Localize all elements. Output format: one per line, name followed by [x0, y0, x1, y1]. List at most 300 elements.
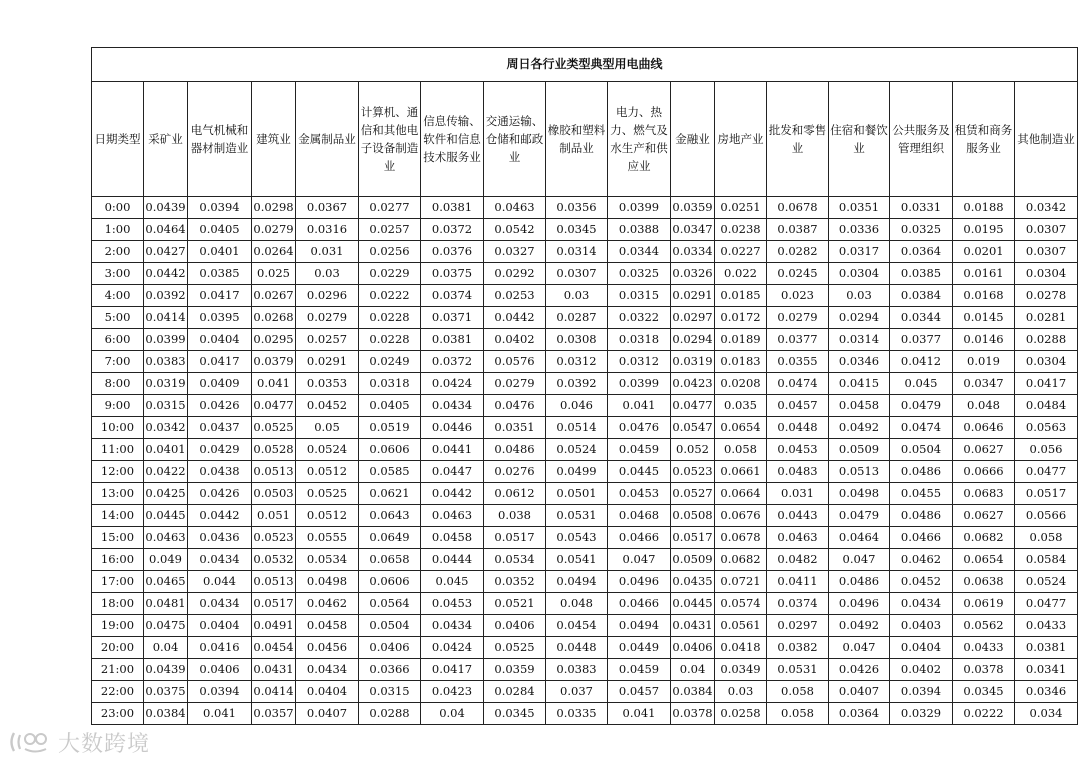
value-cell: 0.0404: [296, 681, 359, 703]
value-cell: 0.0434: [421, 395, 484, 417]
column-header: 房地产业: [715, 82, 767, 197]
value-cell: 0.0341: [1015, 659, 1078, 681]
value-cell: 0.0555: [296, 527, 359, 549]
value-cell: 0.0475: [144, 615, 188, 637]
value-cell: 0.0378: [953, 659, 1015, 681]
value-cell: 0.0531: [767, 659, 829, 681]
value-cell: 0.0346: [829, 351, 890, 373]
time-cell: 2:00: [92, 241, 144, 263]
watermark: [8, 727, 150, 757]
value-cell: 0.0394: [188, 197, 252, 219]
table-row: [92, 461, 1078, 483]
table-row: [92, 285, 1078, 307]
value-cell: 0.0282: [767, 241, 829, 263]
value-cell: 0.0517: [671, 527, 715, 549]
value-cell: 0.0367: [296, 197, 359, 219]
value-cell: 0.0405: [188, 219, 252, 241]
value-cell: 0.0277: [359, 197, 421, 219]
value-cell: 0.0378: [671, 703, 715, 725]
value-cell: 0.0443: [767, 505, 829, 527]
time-cell: 22:00: [92, 681, 144, 703]
column-header: 金融业: [671, 82, 715, 197]
value-cell: 0.0276: [484, 461, 546, 483]
time-cell: 19:00: [92, 615, 144, 637]
value-cell: 0.0195: [953, 219, 1015, 241]
value-cell: 0.0359: [671, 197, 715, 219]
time-cell: 9:00: [92, 395, 144, 417]
value-cell: 0.038: [484, 505, 546, 527]
value-cell: 0.0292: [484, 263, 546, 285]
value-cell: 0.0445: [671, 593, 715, 615]
column-header: 交通运输、仓储和邮政业: [484, 82, 546, 197]
value-cell: 0.0481: [144, 593, 188, 615]
value-cell: 0.0534: [296, 549, 359, 571]
value-cell: 0.0627: [953, 439, 1015, 461]
value-cell: 0.0462: [296, 593, 359, 615]
value-cell: 0.0442: [144, 263, 188, 285]
value-cell: 0.0222: [953, 703, 1015, 725]
value-cell: 0.0517: [252, 593, 296, 615]
table-row: [92, 373, 1078, 395]
value-cell: 0.0318: [608, 329, 671, 351]
column-header: 日期类型: [92, 82, 144, 197]
value-cell: 0.0312: [546, 351, 608, 373]
value-cell: 0.0427: [144, 241, 188, 263]
value-cell: 0.0448: [767, 417, 829, 439]
value-cell: 0.052: [671, 439, 715, 461]
value-cell: 0.0377: [767, 329, 829, 351]
column-header: 建筑业: [252, 82, 296, 197]
value-cell: 0.0574: [715, 593, 767, 615]
value-cell: 0.0501: [546, 483, 608, 505]
value-cell: 0.025: [252, 263, 296, 285]
value-cell: 0.0585: [359, 461, 421, 483]
value-cell: 0.0401: [188, 241, 252, 263]
value-cell: 0.0496: [829, 593, 890, 615]
value-cell: 0.0436: [188, 527, 252, 549]
value-cell: 0.041: [252, 373, 296, 395]
value-cell: 0.0327: [484, 241, 546, 263]
value-cell: 0.0434: [296, 659, 359, 681]
value-cell: 0.0351: [484, 417, 546, 439]
value-cell: 0.0429: [188, 439, 252, 461]
value-cell: 0.0318: [359, 373, 421, 395]
value-cell: 0.0453: [421, 593, 484, 615]
value-cell: 0.0464: [829, 527, 890, 549]
value-cell: 0.0477: [671, 395, 715, 417]
column-header: 橡胶和塑料制品业: [546, 82, 608, 197]
value-cell: 0.0465: [144, 571, 188, 593]
value-cell: 0.0661: [715, 461, 767, 483]
value-cell: 0.0513: [829, 461, 890, 483]
value-cell: 0.0168: [953, 285, 1015, 307]
column-header: 电力、热力、燃气及水生产和供应业: [608, 82, 671, 197]
value-cell: 0.0287: [546, 307, 608, 329]
value-cell: 0.0468: [608, 505, 671, 527]
column-header: 电气机械和器材制造业: [188, 82, 252, 197]
value-cell: 0.0295: [252, 329, 296, 351]
value-cell: 0.0479: [829, 505, 890, 527]
value-cell: 0.0406: [188, 659, 252, 681]
value-cell: 0.0208: [715, 373, 767, 395]
value-cell: 0.0445: [144, 505, 188, 527]
value-cell: 0.0678: [715, 527, 767, 549]
value-cell: 0.0512: [296, 505, 359, 527]
value-cell: 0.058: [715, 439, 767, 461]
table-row: [92, 417, 1078, 439]
value-cell: 0.0417: [188, 351, 252, 373]
value-cell: 0.0319: [671, 351, 715, 373]
value-cell: 0.047: [608, 549, 671, 571]
value-cell: 0.0434: [188, 549, 252, 571]
value-cell: 0.0335: [546, 703, 608, 725]
table-row: [92, 681, 1078, 703]
value-cell: 0.0364: [829, 703, 890, 725]
value-cell: 0.0381: [421, 197, 484, 219]
value-cell: 0.0561: [715, 615, 767, 637]
value-cell: 0.0267: [252, 285, 296, 307]
load-curve-table: [91, 47, 1078, 725]
value-cell: 0.0682: [953, 527, 1015, 549]
value-cell: 0.0423: [421, 681, 484, 703]
value-cell: 0.0387: [767, 219, 829, 241]
value-cell: 0.0474: [890, 417, 953, 439]
value-cell: 0.0524: [1015, 571, 1078, 593]
value-cell: 0.047: [829, 637, 890, 659]
value-cell: 0.0399: [608, 373, 671, 395]
time-cell: 6:00: [92, 329, 144, 351]
brand-logo-icon: [8, 729, 54, 755]
value-cell: 0.0484: [1015, 395, 1078, 417]
table-row: [92, 263, 1078, 285]
value-cell: 0.0404: [188, 615, 252, 637]
value-cell: 0.041: [188, 703, 252, 725]
value-cell: 0.0407: [296, 703, 359, 725]
value-cell: 0.03: [546, 285, 608, 307]
value-cell: 0.0414: [144, 307, 188, 329]
value-cell: 0.0331: [890, 197, 953, 219]
value-cell: 0.0464: [144, 219, 188, 241]
value-cell: 0.0666: [953, 461, 1015, 483]
value-cell: 0.0452: [890, 571, 953, 593]
value-cell: 0.0183: [715, 351, 767, 373]
value-cell: 0.0643: [359, 505, 421, 527]
value-cell: 0.0528: [252, 439, 296, 461]
table-row: [92, 615, 1078, 637]
value-cell: 0.0229: [359, 263, 421, 285]
value-cell: 0.0374: [421, 285, 484, 307]
value-cell: 0.0531: [546, 505, 608, 527]
value-cell: 0.0527: [671, 483, 715, 505]
value-cell: 0.0435: [671, 571, 715, 593]
value-cell: 0.0503: [252, 483, 296, 505]
value-cell: 0.035: [715, 395, 767, 417]
value-cell: 0.0399: [608, 197, 671, 219]
value-cell: 0.0447: [421, 461, 484, 483]
value-cell: 0.0294: [671, 329, 715, 351]
value-cell: 0.0353: [296, 373, 359, 395]
value-cell: 0.0345: [484, 703, 546, 725]
value-cell: 0.0424: [421, 637, 484, 659]
value-cell: 0.0404: [188, 329, 252, 351]
value-cell: 0.0562: [953, 615, 1015, 637]
value-cell: 0.0654: [715, 417, 767, 439]
table-row: [92, 395, 1078, 417]
value-cell: 0.0482: [767, 549, 829, 571]
value-cell: 0.0395: [188, 307, 252, 329]
value-cell: 0.0228: [359, 307, 421, 329]
value-cell: 0.0345: [546, 219, 608, 241]
value-cell: 0.0325: [890, 219, 953, 241]
value-cell: 0.022: [715, 263, 767, 285]
value-cell: 0.041: [608, 703, 671, 725]
table-row: [92, 637, 1078, 659]
value-cell: 0.0314: [546, 241, 608, 263]
value-cell: 0.0329: [890, 703, 953, 725]
value-cell: 0.0523: [252, 527, 296, 549]
value-cell: 0.0721: [715, 571, 767, 593]
value-cell: 0.0385: [188, 263, 252, 285]
value-cell: 0.023: [767, 285, 829, 307]
value-cell: 0.0355: [767, 351, 829, 373]
value-cell: 0.0349: [715, 659, 767, 681]
value-cell: 0.0405: [359, 395, 421, 417]
value-cell: 0.0257: [296, 329, 359, 351]
column-header: 信息传输、软件和信息技术服务业: [421, 82, 484, 197]
value-cell: 0.0279: [296, 307, 359, 329]
value-cell: 0.0379: [252, 351, 296, 373]
value-cell: 0.0257: [359, 219, 421, 241]
value-cell: 0.0312: [608, 351, 671, 373]
value-cell: 0.03: [296, 263, 359, 285]
value-cell: 0.044: [188, 571, 252, 593]
value-cell: 0.03: [829, 285, 890, 307]
time-cell: 4:00: [92, 285, 144, 307]
value-cell: 0.0222: [359, 285, 421, 307]
value-cell: 0.0304: [1015, 351, 1078, 373]
value-cell: 0.0315: [359, 681, 421, 703]
value-cell: 0.03: [715, 681, 767, 703]
value-cell: 0.0678: [767, 197, 829, 219]
value-cell: 0.0517: [1015, 483, 1078, 505]
value-cell: 0.0463: [484, 197, 546, 219]
time-cell: 5:00: [92, 307, 144, 329]
value-cell: 0.0491: [252, 615, 296, 637]
value-cell: 0.0352: [484, 571, 546, 593]
value-cell: 0.0406: [671, 637, 715, 659]
value-cell: 0.047: [829, 549, 890, 571]
data-table-container: [91, 47, 1077, 725]
value-cell: 0.0463: [421, 505, 484, 527]
value-cell: 0.0319: [144, 373, 188, 395]
value-cell: 0.0649: [359, 527, 421, 549]
value-cell: 0.04: [421, 703, 484, 725]
value-cell: 0.0291: [671, 285, 715, 307]
time-cell: 21:00: [92, 659, 144, 681]
value-cell: 0.0453: [767, 439, 829, 461]
value-cell: 0.0417: [1015, 373, 1078, 395]
column-header: 公共服务及管理组织: [890, 82, 953, 197]
value-cell: 0.0146: [953, 329, 1015, 351]
table-row: [92, 527, 1078, 549]
value-cell: 0.0466: [608, 527, 671, 549]
value-cell: 0.0297: [671, 307, 715, 329]
value-cell: 0.0401: [144, 439, 188, 461]
table-row: [92, 241, 1078, 263]
value-cell: 0.0524: [296, 439, 359, 461]
table-row: [92, 703, 1078, 725]
value-cell: 0.034: [1015, 703, 1078, 725]
value-cell: 0.0434: [188, 593, 252, 615]
value-cell: 0.05: [296, 417, 359, 439]
value-cell: 0.0442: [421, 483, 484, 505]
value-cell: 0.0517: [484, 527, 546, 549]
time-cell: 3:00: [92, 263, 144, 285]
column-header: 采矿业: [144, 82, 188, 197]
value-cell: 0.0492: [829, 615, 890, 637]
value-cell: 0.046: [546, 395, 608, 417]
value-cell: 0.0547: [671, 417, 715, 439]
value-cell: 0.0392: [546, 373, 608, 395]
value-cell: 0.0344: [890, 307, 953, 329]
column-header: 租赁和商务服务业: [953, 82, 1015, 197]
value-cell: 0.0448: [546, 637, 608, 659]
value-cell: 0.0258: [715, 703, 767, 725]
value-cell: 0.0454: [546, 615, 608, 637]
value-cell: 0.0431: [671, 615, 715, 637]
value-cell: 0.0612: [484, 483, 546, 505]
value-cell: 0.0425: [144, 483, 188, 505]
value-cell: 0.0351: [829, 197, 890, 219]
value-cell: 0.0381: [1015, 637, 1078, 659]
value-cell: 0.0646: [953, 417, 1015, 439]
value-cell: 0.048: [546, 593, 608, 615]
value-cell: 0.0477: [1015, 593, 1078, 615]
table-row: [92, 659, 1078, 681]
value-cell: 0.0377: [890, 329, 953, 351]
table-row: [92, 197, 1078, 219]
value-cell: 0.0288: [1015, 329, 1078, 351]
value-cell: 0.0434: [421, 615, 484, 637]
value-cell: 0.0434: [890, 593, 953, 615]
value-cell: 0.0445: [608, 461, 671, 483]
value-cell: 0.0382: [767, 637, 829, 659]
value-cell: 0.0459: [608, 659, 671, 681]
value-cell: 0.0682: [715, 549, 767, 571]
value-cell: 0.0284: [484, 681, 546, 703]
value-cell: 0.049: [144, 549, 188, 571]
value-cell: 0.0304: [829, 263, 890, 285]
value-cell: 0.0508: [671, 505, 715, 527]
value-cell: 0.0403: [890, 615, 953, 637]
value-cell: 0.0621: [359, 483, 421, 505]
value-cell: 0.0381: [421, 329, 484, 351]
value-cell: 0.0494: [608, 615, 671, 637]
value-cell: 0.0463: [144, 527, 188, 549]
value-cell: 0.0392: [144, 285, 188, 307]
table-row: [92, 483, 1078, 505]
value-cell: 0.0426: [188, 395, 252, 417]
value-cell: 0.0383: [144, 351, 188, 373]
value-cell: 0.0372: [421, 219, 484, 241]
time-cell: 20:00: [92, 637, 144, 659]
value-cell: 0.0281: [1015, 307, 1078, 329]
value-cell: 0.0189: [715, 329, 767, 351]
value-cell: 0.058: [767, 681, 829, 703]
value-cell: 0.0376: [421, 241, 484, 263]
value-cell: 0.0388: [608, 219, 671, 241]
column-header: 其他制造业: [1015, 82, 1078, 197]
value-cell: 0.048: [953, 395, 1015, 417]
value-cell: 0.0519: [359, 417, 421, 439]
value-cell: 0.0476: [608, 417, 671, 439]
value-cell: 0.0534: [484, 549, 546, 571]
value-cell: 0.0402: [890, 659, 953, 681]
value-cell: 0.0431: [252, 659, 296, 681]
value-cell: 0.0304: [1015, 263, 1078, 285]
value-cell: 0.0412: [890, 351, 953, 373]
value-cell: 0.0446: [421, 417, 484, 439]
value-cell: 0.0344: [608, 241, 671, 263]
value-cell: 0.0342: [1015, 197, 1078, 219]
value-cell: 0.0415: [829, 373, 890, 395]
value-cell: 0.0336: [829, 219, 890, 241]
value-cell: 0.0342: [144, 417, 188, 439]
table-row: [92, 307, 1078, 329]
value-cell: 0.0486: [890, 505, 953, 527]
value-cell: 0.0638: [953, 571, 1015, 593]
value-cell: 0.0268: [252, 307, 296, 329]
value-cell: 0.0525: [252, 417, 296, 439]
value-cell: 0.0317: [829, 241, 890, 263]
value-cell: 0.0249: [359, 351, 421, 373]
value-cell: 0.0298: [252, 197, 296, 219]
value-cell: 0.0584: [1015, 549, 1078, 571]
column-header: 金属制品业: [296, 82, 359, 197]
value-cell: 0.0483: [767, 461, 829, 483]
value-cell: 0.0606: [359, 439, 421, 461]
value-cell: 0.0414: [252, 681, 296, 703]
value-cell: 0.0347: [671, 219, 715, 241]
value-cell: 0.031: [296, 241, 359, 263]
table-row: [92, 439, 1078, 461]
value-cell: 0.0456: [296, 637, 359, 659]
value-cell: 0.051: [252, 505, 296, 527]
value-cell: 0.0504: [890, 439, 953, 461]
value-cell: 0.0238: [715, 219, 767, 241]
value-cell: 0.0371: [421, 307, 484, 329]
value-cell: 0.031: [767, 483, 829, 505]
value-cell: 0.0424: [421, 373, 484, 395]
value-cell: 0.0185: [715, 285, 767, 307]
value-cell: 0.0278: [1015, 285, 1078, 307]
value-cell: 0.0294: [829, 307, 890, 329]
value-cell: 0.0466: [608, 593, 671, 615]
value-cell: 0.0423: [671, 373, 715, 395]
time-cell: 8:00: [92, 373, 144, 395]
value-cell: 0.0325: [608, 263, 671, 285]
time-cell: 15:00: [92, 527, 144, 549]
value-cell: 0.0375: [144, 681, 188, 703]
value-cell: 0.0457: [608, 681, 671, 703]
value-cell: 0.0201: [953, 241, 1015, 263]
value-cell: 0.041: [608, 395, 671, 417]
value-cell: 0.0563: [1015, 417, 1078, 439]
value-cell: 0.0525: [296, 483, 359, 505]
value-cell: 0.0439: [144, 659, 188, 681]
time-cell: 23:00: [92, 703, 144, 725]
value-cell: 0.0458: [296, 615, 359, 637]
